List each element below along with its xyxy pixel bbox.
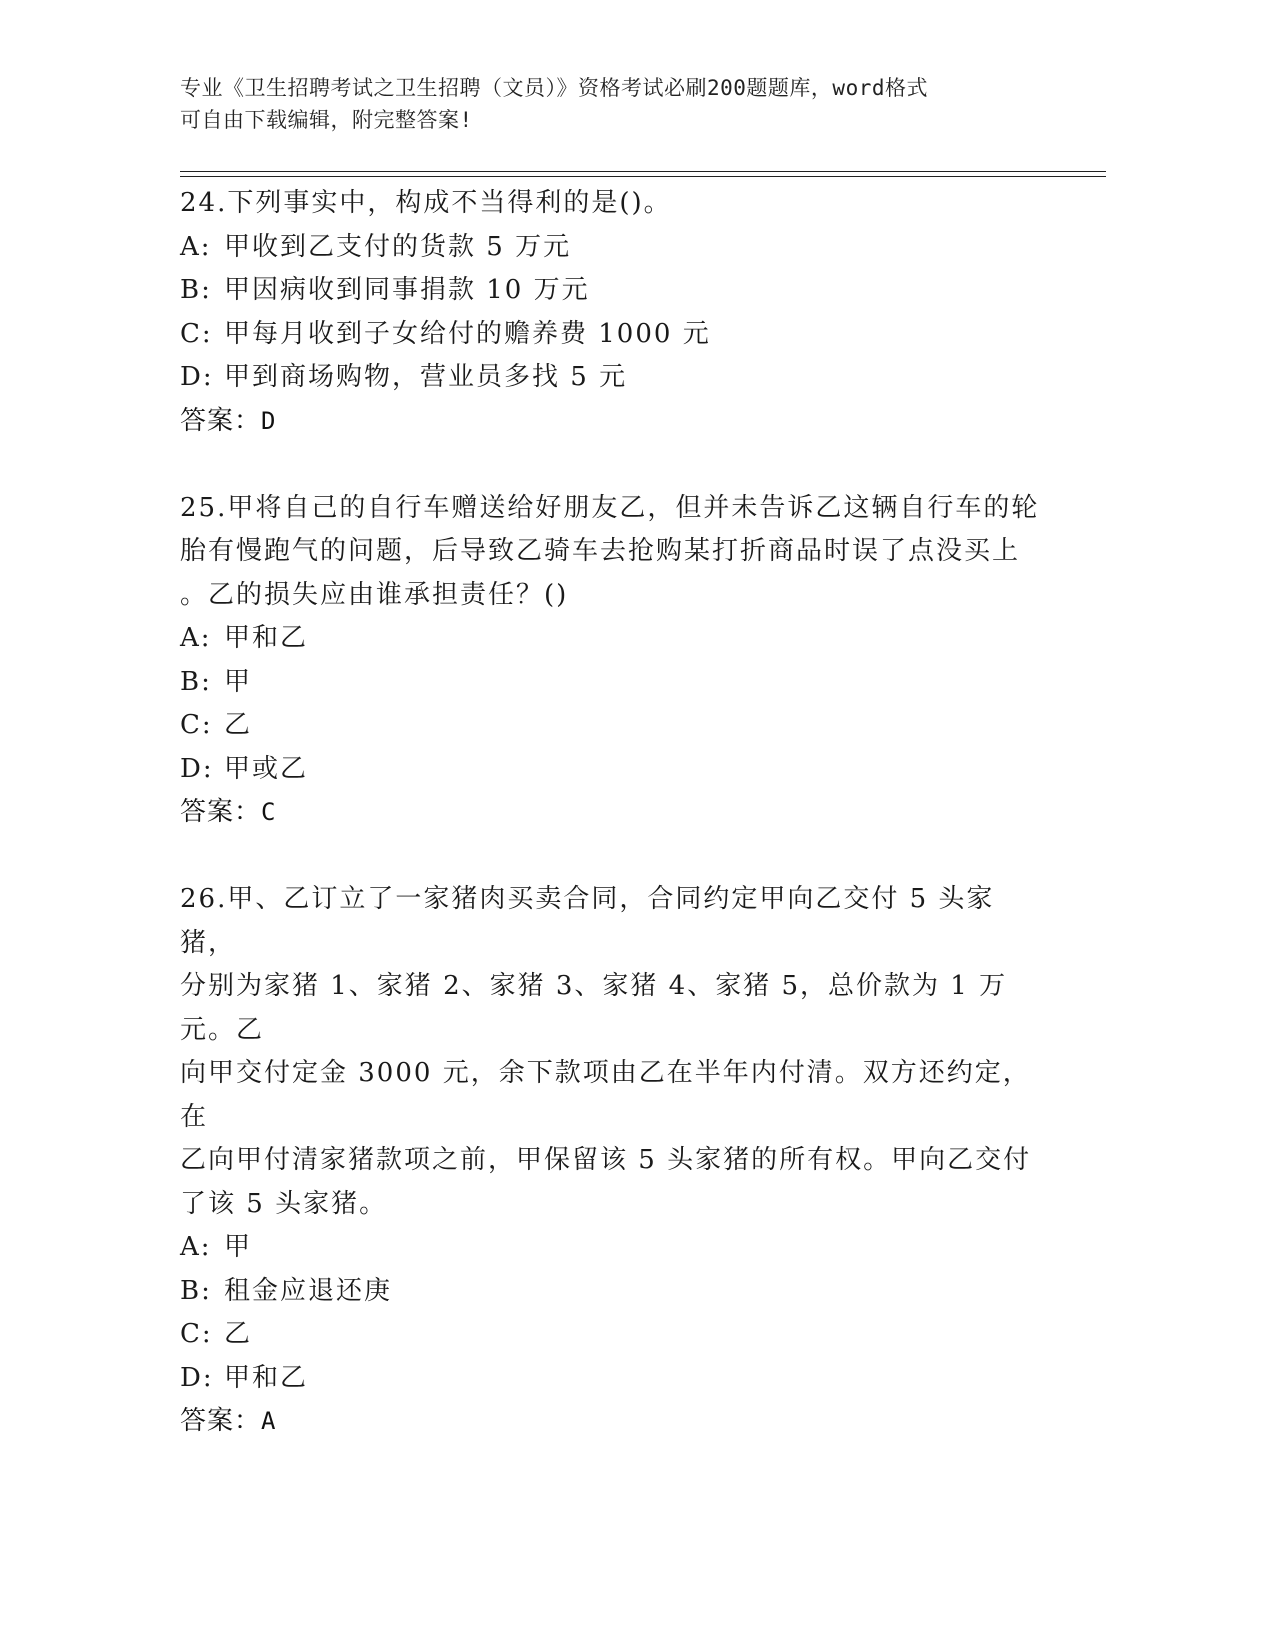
- stem-line: 胎有慢跑气的问题，后导致乙骑车去抢购某打折商品时误了点没买上: [180, 536, 1021, 566]
- option-letter: B:: [180, 275, 212, 305]
- option-b: [180, 661, 1040, 705]
- question-26: [180, 878, 1040, 1444]
- question-stem: [180, 878, 1040, 1226]
- option-letter: D:: [180, 1362, 214, 1393]
- answer-value: A: [261, 1407, 277, 1435]
- header-line-1: 专业《卫生招聘考试之卫生招聘（文员）》资格考试必刷200题题库，word格式: [180, 76, 928, 100]
- option-d: [180, 1357, 1040, 1401]
- stem-line: 乙向甲付清家猪款项之前，甲保留该 5 头家猪的所有权。甲向乙交付: [180, 1145, 1032, 1175]
- question-25: [180, 487, 1040, 835]
- stem-line: 分别为家猪 1、家猪 2、家猪 3、家猪 4、家猪 5，总价款为 1 万元。乙: [180, 971, 1008, 1045]
- stem-line: 26.甲、乙订立了一家猪肉买卖合同，合同约定甲向乙交付 5 头家猪，: [180, 884, 995, 958]
- option-text: 甲和乙: [224, 1362, 309, 1393]
- stem-line: 了该 5 头家猪。: [180, 1188, 388, 1219]
- option-letter: C:: [180, 318, 213, 349]
- spacer: [180, 443, 1040, 487]
- option-c: [180, 313, 1040, 357]
- option-d: [180, 356, 1040, 400]
- option-text: 甲: [224, 666, 253, 697]
- option-a: [180, 1226, 1040, 1270]
- option-text: 甲到商场购物，营业员多找 5 元: [224, 362, 628, 392]
- header-divider-top: [180, 171, 1106, 172]
- answer-label: 答案：: [180, 797, 262, 827]
- option-text: 甲因病收到同事捐款 10 万元: [224, 275, 590, 305]
- answer-line: [180, 1400, 1040, 1444]
- answer-value: C: [261, 798, 277, 826]
- option-a: [180, 617, 1040, 661]
- option-letter: A:: [180, 623, 212, 653]
- answer-value: D: [261, 406, 277, 435]
- option-letter: D:: [180, 362, 214, 392]
- option-a: [180, 226, 1040, 270]
- option-d: [180, 748, 1040, 792]
- stem-line: 。乙的损失应由谁承担责任？(): [180, 579, 569, 610]
- stem-line: 25.甲将自己的自行车赠送给好朋友乙，但并未告诉乙这辆自行车的轮: [180, 492, 1040, 523]
- answer-label: 答案：: [180, 1406, 262, 1436]
- option-text: 甲: [224, 1232, 253, 1262]
- answer-label: 答案：: [180, 405, 262, 436]
- option-c: [180, 1313, 1040, 1357]
- option-text: 甲和乙: [224, 623, 309, 653]
- option-text: 甲或乙: [224, 753, 309, 784]
- question-24: [180, 182, 1040, 443]
- stem-line: 24.下列事实中，构成不当得利的是()。: [180, 188, 672, 218]
- option-text: 甲收到乙支付的货款 5 万元: [224, 231, 572, 262]
- header-line-2: 可自由下载编辑，附完整答案!: [180, 108, 473, 132]
- option-text: 乙: [224, 1319, 253, 1349]
- answer-line: [180, 791, 1040, 835]
- header-divider-bottom: [180, 176, 1106, 177]
- option-text: 租金应退还庚: [224, 1275, 393, 1306]
- option-text: 乙: [224, 710, 253, 740]
- question-list: [180, 182, 1040, 1444]
- option-letter: B:: [180, 666, 212, 697]
- answer-line: [180, 400, 1040, 444]
- option-letter: A:: [180, 231, 212, 262]
- option-letter: C:: [180, 1319, 213, 1349]
- option-letter: B:: [180, 1275, 212, 1306]
- option-b: [180, 269, 1040, 313]
- option-text: 甲每月收到子女给付的赡养费 1000 元: [224, 318, 711, 349]
- spacer: [180, 835, 1040, 879]
- option-letter: A:: [180, 1232, 212, 1262]
- option-b: [180, 1270, 1040, 1314]
- stem-line: 向甲交付定金 3000 元，余下款项由乙在半年内付清。双方还约定，在: [180, 1058, 1031, 1132]
- option-c: [180, 704, 1040, 748]
- option-letter: C:: [180, 710, 213, 740]
- page-header: [180, 72, 1060, 136]
- question-stem: [180, 182, 1040, 226]
- option-letter: D:: [180, 753, 214, 784]
- question-stem: [180, 487, 1040, 618]
